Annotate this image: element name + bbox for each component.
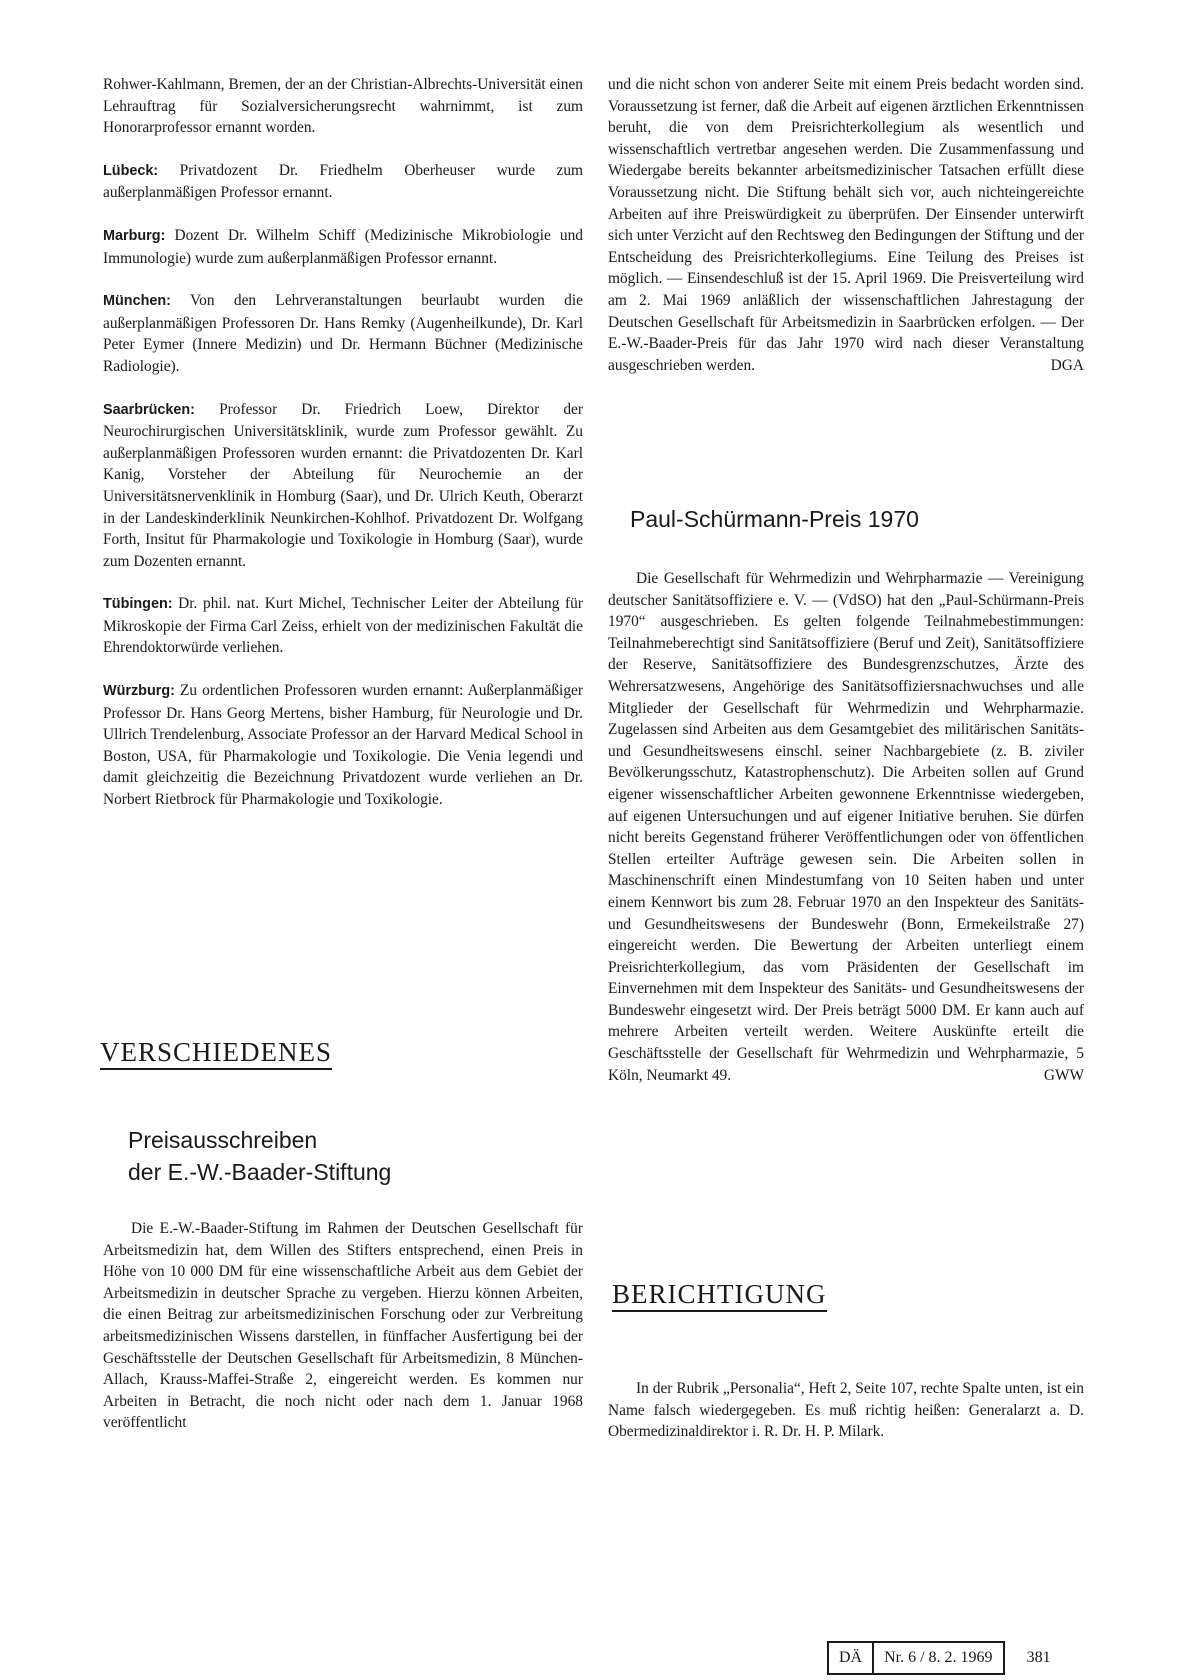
baader-text-left: Die E.-W.-Baader-Stiftung im Rahmen der Deutschen Gesellschaft für Arbeitsmedizin hat, dem Willen des Stifters entsprechend, einen Preis in Höhe von 10 000 DM für eine wissenschaftliche Arbeit aus dem Gebiet der Arbeitsmedizin in deutscher Sprache zu vergeben. Hierzu können Arbeiten, die einen Beitrag zur arbeitsmedizinischen Forschung oder zur Verbreitung arbeitsmedizinischen Wissens darstellen, in fünffacher Ausfertigung bei der Geschäftsstelle der Deutschen Gesellschaft für Arbeitsmedizin, 8 München-Allach, Krauss-Maffei-Straße 2, eingereicht werden. Es kommen nur Arbeiten in Betracht, die noch nicht oder nach dem 1. Januar 1968 veröffentlicht: [103, 1220, 583, 1432]
baader-body-right: [608, 74, 1084, 376]
schuermann-body: [608, 568, 1084, 1086]
issue-info: Nr. 6 / 8. 2. 1969: [872, 1643, 1002, 1673]
paragraph-text: Zu ordentlichen Professoren wurden ernannt: Außerplanmäßiger Professor Dr. Hans Georg Mertens, bisher Hamburg, für Neurologie und Dr. Ullrich Trendelenburg, Associate Professor an der Harvard Medical School in Boston, USA, für Pharmakologie und Toxikologie. Die Venia legendi und damit gleichzeitig die Bezeichnung Privatdozent wurde verliehen an Dr. Norbert Rietbrock für Pharmakologie und Toxikologie.: [103, 682, 583, 809]
schuermann-title: Paul-Schürmann-Preis 1970: [630, 506, 919, 532]
baader-title: [128, 1124, 588, 1188]
schuermann-text: [608, 568, 1084, 1086]
paragraph-wuerzburg: [103, 680, 583, 811]
paragraph-text: Von den Lehrveranstaltungen beurlaubt wurden die außerplanmäßigen Professoren Dr. Hans Remky (Augenheilkunde), Dr. Karl Peter Eymer (Innere Medizin) und Dr. Hermann Büchner (Medizinische Radiologie).: [103, 292, 583, 375]
paragraph-muenchen: [103, 290, 583, 377]
signature-gww: GWW: [1043, 1066, 1084, 1084]
baader-body-left: [103, 1218, 583, 1434]
page-number: 381: [1026, 1649, 1051, 1666]
paragraph-text: Dozent Dr. Wilhelm Schiff (Medizinische Mikrobiologie und Immunologie) wurde zum außerplanmäßigen Professor ernannt.: [103, 226, 583, 267]
paragraph-text: Dr. phil. nat. Kurt Michel, Technischer Leiter der Abteilung für Mikroskopie der Firma Carl Zeiss, erhielt von der medizinischen Fakultät die Ehrendoktorwürde verliehen.: [103, 595, 583, 657]
paragraph-text: Professor Dr. Friedrich Loew, Direktor der Neurochirurgischen Universitätsklinik, wurde zum Professor gewählt. Zu außerplanmäßigen Professoren wurden ernannt: die Privatdozenten Dr. Karl Kanig, Vorsteher der Abteilung für Neurochemie an der Universitätsnervenklinik in Homburg (Saar), und Dr. Ulrich Keuth, Oberarzt in der Landeskinderklinik Neunkirchen-Kohlhof. Privatdozent Dr. Wolfgang Forth, Insitut für Pharmakologie und Toxikologie in Homburg (Saar), wurde zum Dozenten ernannt.: [103, 400, 583, 570]
signature-dga: DGA: [1050, 356, 1084, 374]
baader-text-right: [608, 74, 1084, 376]
journal-abbrev: DÄ: [839, 1649, 863, 1666]
schuermann-paragraph: Die Gesellschaft für Wehrmedizin und Wehrpharmazie — Vereinigung deutscher Sanitätsoffiziere e. V. — (VdSO) hat den „Paul-Schürmann-Preis 1970“ ausgeschrieben. Es gelten folgende Teilnahmebestimmungen: Teilnahmeberechtigt sind Sanitätsoffiziere (Beruf und Zeit), Sanitätsoffiziere der Reserve, Sanitätsoffiziere des Bundesgrenzschutzes, Ärzte des Wehrersatzwesens, Angehörige des Sanitätsoffiziersnachwuchses und alle Mitglieder der Gesellschaft für Wehrmedizin und Wehrpharmazie. Zugelassen sind Arbeiten aus dem Gesamtgebiet des militärischen Sanitäts- und Gesundheitswesens einschl. seiner Nachbargebiete (z. B. ziviler Bevölkerungsschutz, Katastrophenschutz). Die Arbeiten sollen auf Grund eigener wissenschaftlicher Arbeiten gewonnene Erkenntnisse wiedergeben, auf eigenen Untersuchungen und auf eigener Initiative beruhen. Sie dürfen nicht bereits Gegenstand früherer Veröffentlichungen oder von öffentlichen Stellen erteilter Aufträge gewesen sein. Die Arbeiten sollen in Maschinenschrift einen Mindestumfang von 10 Seiten haben und unter einem Kennwort bis zum 28. Februar 1970 an den Inspekteur des Sanitäts- und Gesundheitswesens der Bundeswehr (Bonn, Ermekeilstraße 27) eingereicht werden. Die Bewertung der Arbeiten unterliegt einem Preisrichterkollegium, das vom Präsidenten der Gesellschaft im Einvernehmen mit dem Inspekteur des Sanitäts- und Gesundheitswesens der Bundeswehr eingesetzt wird. Der Preis beträgt 5000 DM. Er kann auch auf mehrere Arbeiten verteilt werden. Weitere Auskünfte erteilt die Geschäftsstelle der Gesellschaft für Wehrmedizin und Wehrpharmazie, 5 Köln, Neumarkt 49.: [608, 570, 1084, 1084]
place-label: Marburg:: [103, 227, 166, 244]
berichtigung-text: In der Rubrik „Personalia“, Heft 2, Seite 107, rechte Spalte unten, ist ein Name falsch wiedergegeben. Es muß richtig heißen: Generalarzt a. D. Obermedizinaldirektor i. R. Dr. H. P. Milark.: [608, 1380, 1084, 1441]
baader-title-line1: Preisausschreiben: [128, 1127, 318, 1153]
personalia-column: [103, 74, 583, 811]
paragraph-marburg: [103, 225, 583, 269]
paragraph-saarbruecken: [103, 399, 583, 573]
journal-issue-box: [827, 1641, 1005, 1675]
place-label: Tübingen:: [103, 596, 173, 613]
paragraph-text: Privatdozent Dr. Friedhelm Oberheuser wurde zum außerplanmäßigen Professor ernannt.: [103, 161, 583, 202]
page-footer: [827, 1640, 1051, 1676]
section-heading-berichtigung: BERICHTIGUNG: [612, 1278, 827, 1312]
section-heading-verschiedenes: VERSCHIEDENES: [100, 1036, 332, 1070]
paragraph-kiel: Rohwer-Kahlmann, Bremen, der an der Christian-Albrechts-Universität einen Lehrauftrag für Sozialversicherungsrecht wahrnimmt, ist zum Honorarprofessor ernannt worden.: [103, 76, 583, 137]
place-label: Lübeck:: [103, 162, 159, 179]
baader-continuation-text: und die nicht schon von anderer Seite mit einem Preis bedacht worden sind. Voraussetzung ist ferner, daß die Arbeit auf eigenen ärztlichen Erkenntnissen beruht, die von dem Preisrichterkollegium als wesentlich und wissenschaftlich vertretbar angesehen werden. Die Zusammenfassung und Wiedergabe bereits bekannter arbeitsmedizinischer Tatsachen erfüllt diese Voraussetzung nicht. Die Stiftung behält sich vor, auch nichteingereichte Arbeiten auf ihre Preiswürdigkeit zu überprüfen. Der Einsender unterwirft sich unter Verzicht auf den Rechtsweg den Bedingungen der Stiftung und der Entscheidung des Preisrichterkollegiums. Eine Teilung des Preises ist möglich. — Einsendeschluß ist der 15. April 1969. Die Preisverteilung wird am 2. Mai 1969 anläßlich der wissenschaftlichen Jahrestagung der Deutschen Gesellschaft für Arbeitsmedizin in Saarbrücken erfolgen. — Der E.-W.-Baader-Preis für das Jahr 1970 wird nach dieser Veranstaltung ausgeschrieben werden.: [608, 76, 1084, 374]
paragraph-tuebingen: [103, 593, 583, 659]
place-label: Würzburg:: [103, 683, 175, 700]
paragraph-luebeck: [103, 160, 583, 204]
place-label: München:: [103, 293, 171, 310]
place-label: Saarbrücken:: [103, 401, 195, 418]
baader-title-line2: der E.-W.-Baader-Stiftung: [128, 1159, 392, 1185]
berichtigung-body: [608, 1378, 1084, 1443]
